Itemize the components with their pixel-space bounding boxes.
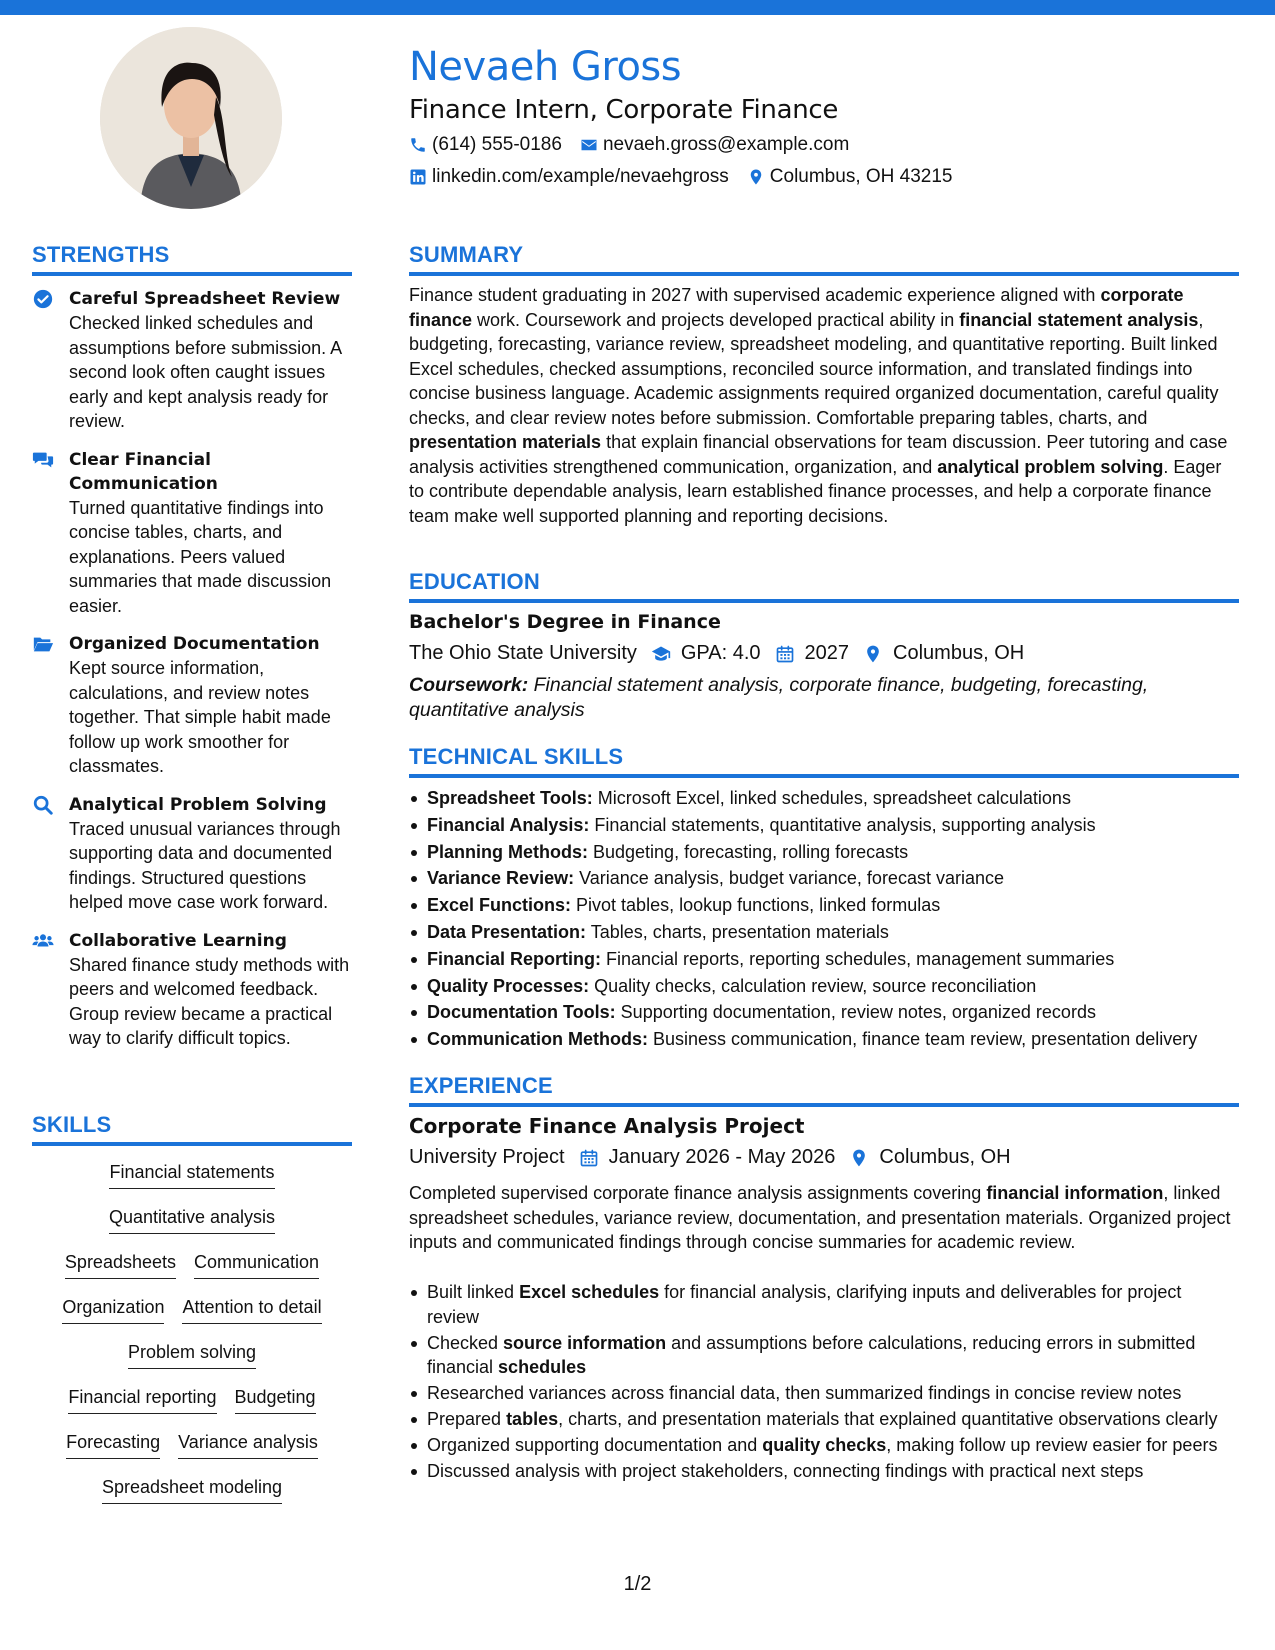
skill-tag: Financial reporting <box>68 1385 216 1414</box>
summary-text <box>409 283 1239 528</box>
experience-location: Columbus, OH <box>879 1146 1011 1168</box>
skill-row <box>32 1430 352 1475</box>
experience-bullet <box>409 1331 1229 1380</box>
summary-text: that explain financial observations for team discussion. Peer tutoring and case analysis activities strengthened communication, organization, and <box>409 432 1228 477</box>
technical-skill-label: Data Presentation: <box>427 921 587 942</box>
location-text: Columbus, OH 43215 <box>769 166 953 187</box>
skill-row <box>32 1385 352 1430</box>
technical-skill-label: Spreadsheet Tools: <box>427 788 593 808</box>
candidate-title: Finance Intern, Corporate Finance <box>409 95 839 125</box>
technical-skill-item <box>409 840 1239 865</box>
strength-item <box>32 632 352 779</box>
technical-skill-label: Financial Analysis: <box>427 814 590 835</box>
experience-bullet-text: Checked <box>427 1332 504 1353</box>
technical-skill-item <box>409 813 1239 838</box>
experience-bullet-text: Built linked <box>427 1282 520 1302</box>
contact-row-1 <box>409 134 867 156</box>
experience-bullet <box>409 1381 1229 1406</box>
experience-title: Corporate Finance Analysis Project <box>409 1114 805 1138</box>
technical-skill-value: Budgeting, forecasting, rolling forecasts <box>588 841 909 862</box>
strengths-rule <box>32 272 352 276</box>
skill-row <box>32 1250 352 1295</box>
strength-item <box>32 929 352 1051</box>
education-heading: EDUCATION <box>409 569 540 594</box>
strength-item <box>32 287 352 434</box>
comments-icon <box>32 449 54 471</box>
technical-skill-value: Microsoft Excel, linked schedules, spreadsheet calculations <box>592 788 1071 808</box>
strength-desc: Shared finance study methods with peers and welcomed feedback. Group review became a practical way to clarify difficult topics. <box>69 954 350 1048</box>
summary-text: work. Coursework and projects developed practical ability in <box>472 309 960 330</box>
strength-title: Clear Financial Communication <box>69 449 218 494</box>
technical-skills-list <box>409 786 1239 1054</box>
experience-bullet-text: Organized supporting documentation and <box>427 1435 763 1455</box>
technical-skill-value: Financial statements, quantitative analysis, supporting analysis <box>589 814 1096 835</box>
experience-meta <box>409 1146 1011 1169</box>
experience-bullet <box>409 1407 1229 1432</box>
experience-bullet-text: Researched variances across financial data, then summarized findings in concise review notes <box>427 1383 1182 1403</box>
users-icon <box>32 930 54 952</box>
technical-skills-rule <box>409 774 1239 778</box>
experience-bullet-emphasis: quality checks <box>762 1435 887 1455</box>
map-pin-icon <box>747 168 765 186</box>
strength-desc: Kept source information, calculations, and review notes together. That simple habit made follow up work smoother for classmates. <box>69 658 331 776</box>
experience-bullet-text: Discussed analysis with project stakeholders, connecting findings with practical next steps <box>427 1461 1144 1481</box>
strength-title: Careful Spreadsheet Review <box>69 289 341 309</box>
technical-skill-item <box>409 1027 1239 1052</box>
coursework-text: Financial statement analysis, corporate finance, budgeting, forecasting, quantitative analysis <box>409 674 1149 721</box>
technical-skill-label: Planning Methods: <box>427 841 588 862</box>
education-meta <box>409 642 1024 665</box>
skill-tag: Spreadsheets <box>65 1250 176 1279</box>
education-year: 2027 <box>804 642 850 664</box>
education-school: The Ohio State University <box>409 642 637 664</box>
technical-skill-value: Business communication, finance team review, presentation delivery <box>648 1029 1198 1050</box>
summary-text: . Eager to contribute dependable analysis, learn established finance processes, and help a corporate finance team make well supported planning and reporting decisions. <box>409 456 1222 526</box>
graduation-cap-icon <box>651 644 671 664</box>
technical-skill-label: Communication Methods: <box>427 1029 648 1050</box>
experience-bullets <box>409 1280 1229 1485</box>
phone-text: (614) 555-0186 <box>432 134 562 155</box>
calendar-icon <box>579 1148 599 1168</box>
technical-skill-label: Financial Reporting: <box>427 948 602 969</box>
experience-heading: EXPERIENCE <box>409 1073 553 1098</box>
strength-desc: Traced unusual variances through supporting data and documented findings. Structured questions helped move case work forward. <box>69 818 341 912</box>
skill-tag: Quantitative analysis <box>109 1205 275 1234</box>
summary-emphasis: corporate finance <box>409 285 1184 330</box>
calendar-icon <box>775 644 795 664</box>
education-gpa: GPA: 4.0 <box>680 642 761 664</box>
summary-emphasis: financial statement analysis <box>959 309 1199 330</box>
technical-skill-label: Excel Functions: <box>427 895 572 916</box>
envelope-icon <box>580 136 598 154</box>
skill-tag: Spreadsheet modeling <box>102 1475 282 1504</box>
technical-skill-item <box>409 974 1239 999</box>
strength-title: Analytical Problem Solving <box>69 794 327 815</box>
technical-skills-heading: TECHNICAL SKILLS <box>409 744 624 769</box>
coursework-label: Coursework: <box>409 674 529 696</box>
skills-heading: SKILLS <box>32 1112 112 1137</box>
technical-skill-item <box>409 786 1239 811</box>
skills-tags <box>32 1160 352 1520</box>
experience-bullet-emphasis: source information <box>503 1332 667 1353</box>
skill-row <box>32 1295 352 1340</box>
search-icon <box>32 794 54 816</box>
experience-bullet-text: for financial analysis, clarifying inputs and deliverables for project review <box>427 1282 1182 1327</box>
skill-tag: Communication <box>194 1250 319 1279</box>
candidate-name: Nevaeh Gross <box>409 44 682 90</box>
experience-dates: January 2026 - May 2026 <box>608 1146 836 1168</box>
skill-tag: Organization <box>62 1295 164 1324</box>
technical-skill-label: Quality Processes: <box>427 975 590 996</box>
experience-bullet-emphasis: schedules <box>498 1357 587 1377</box>
experience-bullet <box>409 1280 1229 1329</box>
phone-icon <box>409 136 427 154</box>
skill-tag: Forecasting <box>66 1430 160 1459</box>
email-text: nevaeh.gross@example.com <box>602 134 850 155</box>
experience-bullet-text: , charts, and presentation materials that explained quantitative observations clearly <box>558 1409 1218 1429</box>
profile-photo-image <box>100 27 282 209</box>
experience-bullet-text: Prepared <box>427 1409 507 1429</box>
experience-bullet-text: and assumptions before calculations, reducing errors in submitted financial <box>427 1332 1196 1377</box>
page-number: 1/2 <box>623 1573 652 1595</box>
experience-rule <box>409 1103 1239 1107</box>
top-accent-bar <box>0 0 1275 15</box>
check-circle-icon <box>32 288 54 310</box>
summary-rule <box>409 272 1239 276</box>
strength-desc: Checked linked schedules and assumptions before submission. A second look often caught issues early and kept analysis ready for review. <box>69 313 342 431</box>
technical-skill-label: Variance Review: <box>427 868 575 889</box>
skill-tag: Financial statements <box>109 1160 274 1189</box>
technical-skill-value: Quality checks, calculation review, source reconciliation <box>589 975 1037 996</box>
experience-org: University Project <box>409 1146 565 1168</box>
linkedin-item[interactable] <box>409 166 729 188</box>
experience-desc-text: Completed supervised corporate finance analysis assignments covering <box>409 1183 987 1203</box>
technical-skill-value: Tables, charts, presentation materials <box>586 921 889 942</box>
contact-row-2 <box>409 166 971 188</box>
technical-skill-item <box>409 1000 1239 1025</box>
education-location: Columbus, OH <box>893 642 1025 664</box>
technical-skill-item <box>409 947 1239 972</box>
folder-open-icon <box>32 633 54 655</box>
linkedin-icon <box>409 168 427 186</box>
strength-item <box>32 793 352 915</box>
skill-tag: Attention to detail <box>182 1295 321 1324</box>
technical-skill-value: Variance analysis, budget variance, forecast variance <box>574 868 1004 889</box>
technical-skill-item <box>409 893 1239 918</box>
linkedin-text: linkedin.com/example/nevaehgross <box>432 166 729 187</box>
profile-photo <box>100 27 282 209</box>
experience-bullet-emphasis: tables <box>506 1409 559 1429</box>
location-item <box>747 166 953 188</box>
technical-skill-item <box>409 866 1239 891</box>
strength-title: Organized Documentation <box>69 634 320 654</box>
strength-desc: Turned quantitative findings into concise tables, charts, and explanations. Peers valued summaries that made discussion easier. <box>69 497 332 616</box>
summary-text: Finance student graduating in 2027 with supervised academic experience aligned with <box>409 285 1101 305</box>
technical-skill-value: Supporting documentation, review notes, organized records <box>615 1002 1096 1023</box>
experience-bullet-emphasis: Excel schedules <box>519 1282 660 1302</box>
education-coursework <box>409 673 1229 722</box>
skill-tag: Budgeting <box>235 1385 316 1414</box>
experience-description <box>409 1181 1239 1255</box>
technical-skill-value: Financial reports, reporting schedules, management summaries <box>601 948 1115 969</box>
experience-desc-emphasis: financial information <box>986 1183 1164 1203</box>
education-rule <box>409 599 1239 603</box>
experience-bullet-text: , making follow up review easier for peers <box>886 1435 1218 1455</box>
experience-bullet <box>409 1459 1229 1484</box>
strength-title: Collaborative Learning <box>69 930 287 951</box>
phone-item[interactable] <box>409 134 562 156</box>
skills-rule <box>32 1142 352 1146</box>
experience-bullet <box>409 1433 1229 1458</box>
strength-item <box>32 448 352 619</box>
skill-row <box>32 1340 352 1385</box>
technical-skill-value: Pivot tables, lookup functions, linked formulas <box>571 895 941 916</box>
summary-emphasis: presentation materials <box>409 432 602 452</box>
skill-tag: Variance analysis <box>178 1430 318 1459</box>
summary-emphasis: analytical problem solving <box>937 456 1164 477</box>
strengths-list <box>32 287 352 1065</box>
technical-skill-label: Documentation Tools: <box>427 1002 616 1023</box>
skill-row <box>32 1205 352 1250</box>
experience-desc-text: , linked spreadsheet schedules, variance review, documentation, and presentation materials. Organized project inputs and communicated findings through concise summaries for academic review. <box>409 1183 1231 1252</box>
technical-skill-item <box>409 920 1239 945</box>
map-pin-icon <box>849 1148 869 1168</box>
skill-row <box>32 1475 352 1520</box>
email-item[interactable] <box>580 134 849 156</box>
summary-text: , budgeting, forecasting, variance review, spreadsheet modeling, and quantitative reporting. Built linked Excel schedules, checked assumptions, reconciled source information, and translated findings into concise business language. Academic assignments required organized documentation, careful quality checks, and clear review notes before submission. Comfortable preparing tables, charts, and <box>409 309 1219 428</box>
skill-tag: Problem solving <box>128 1340 256 1369</box>
education-degree: Bachelor's Degree in Finance <box>409 611 721 633</box>
strengths-heading: STRENGTHS <box>32 242 170 267</box>
map-pin-icon <box>863 644 883 664</box>
summary-heading: SUMMARY <box>409 242 524 267</box>
skill-row <box>32 1160 352 1205</box>
